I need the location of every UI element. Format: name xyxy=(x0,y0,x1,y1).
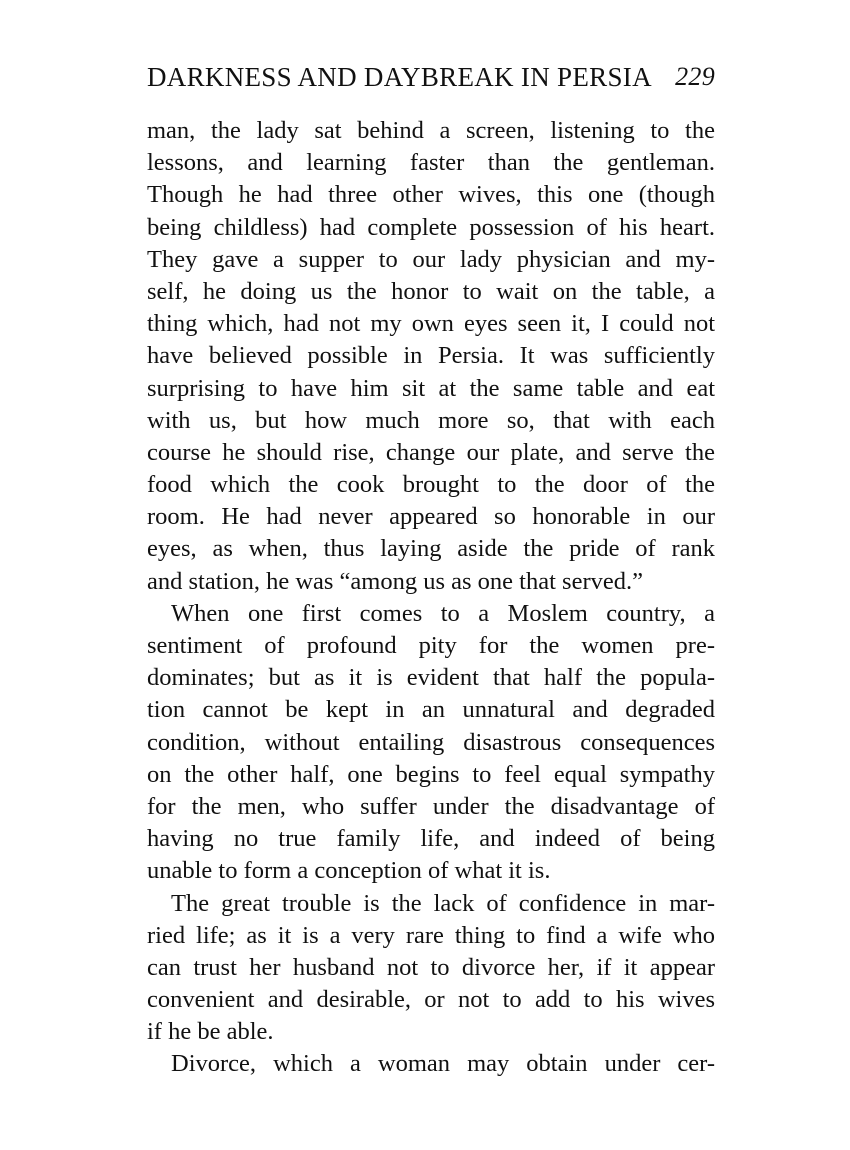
text-line: sentiment of profound pity for the women pre- xyxy=(147,632,715,659)
text-line: lessons, and learning faster than the gentleman. xyxy=(147,149,715,177)
text-line: man, the lady sat behind a screen, listening to the xyxy=(147,117,715,144)
text-line: for the men, who suffer under the disadvantage of xyxy=(147,792,715,820)
text-line: have believed possible in Persia. It was sufficiently xyxy=(147,342,715,370)
text-line: self, he doing us the honor to wait on the table, a xyxy=(147,277,715,305)
text-line: convenient and desirable, or not to add to his wives xyxy=(147,986,715,1014)
text-line: with us, but how much more so, that with each xyxy=(147,406,715,434)
text-line: and station, he was “among us as one that served.” xyxy=(147,567,643,595)
text-line: being childless) had complete possession of his heart. xyxy=(147,213,715,241)
text-line: on the other half, one begins to feel equal sympathy xyxy=(147,760,715,788)
text-line: unable to form a conception of what it is. xyxy=(147,857,551,885)
text-line: They gave a supper to our lady physician and my- xyxy=(147,245,715,273)
text-line: room. He had never appeared so honorable in our xyxy=(147,503,715,531)
text-line: The great trouble is the lack of confidence in mar- xyxy=(171,889,715,917)
text-line: tion cannot be kept in an unnatural and degraded xyxy=(147,696,715,724)
running-head xyxy=(147,62,715,98)
text-line: Divorce, which a woman may obtain under cer- xyxy=(171,1050,715,1078)
text-line: When one first comes to a Moslem country, a xyxy=(171,599,715,627)
text-line: condition, without entailing disastrous consequences xyxy=(147,728,715,756)
running-title: DARKNESS AND DAYBREAK IN PERSIA xyxy=(147,62,652,92)
text-line: surprising to have him sit at the same table and eat xyxy=(147,374,715,402)
text-line: can trust her husband not to divorce her, if it appear xyxy=(147,953,715,981)
text-line: having no true family life, and indeed of being xyxy=(147,825,715,853)
text-line: dominates; but as it is evident that half the popula- xyxy=(147,664,715,692)
text-line: thing which, had not my own eyes seen it, I could not xyxy=(147,310,715,338)
body-text xyxy=(147,115,715,1081)
text-line: food which the cook brought to the door of the xyxy=(147,471,715,499)
text-line: Though he had three other wives, this one (though xyxy=(147,181,715,209)
text-line: if he be able. xyxy=(147,1018,274,1046)
text-line: eyes, as when, thus laying aside the pride of rank xyxy=(147,535,715,563)
text-line: ried life; as it is a very rare thing to find a wife who xyxy=(147,921,715,949)
page-number: 229 xyxy=(675,62,715,91)
text-line: course he should rise, change our plate, and serve the xyxy=(147,438,715,466)
